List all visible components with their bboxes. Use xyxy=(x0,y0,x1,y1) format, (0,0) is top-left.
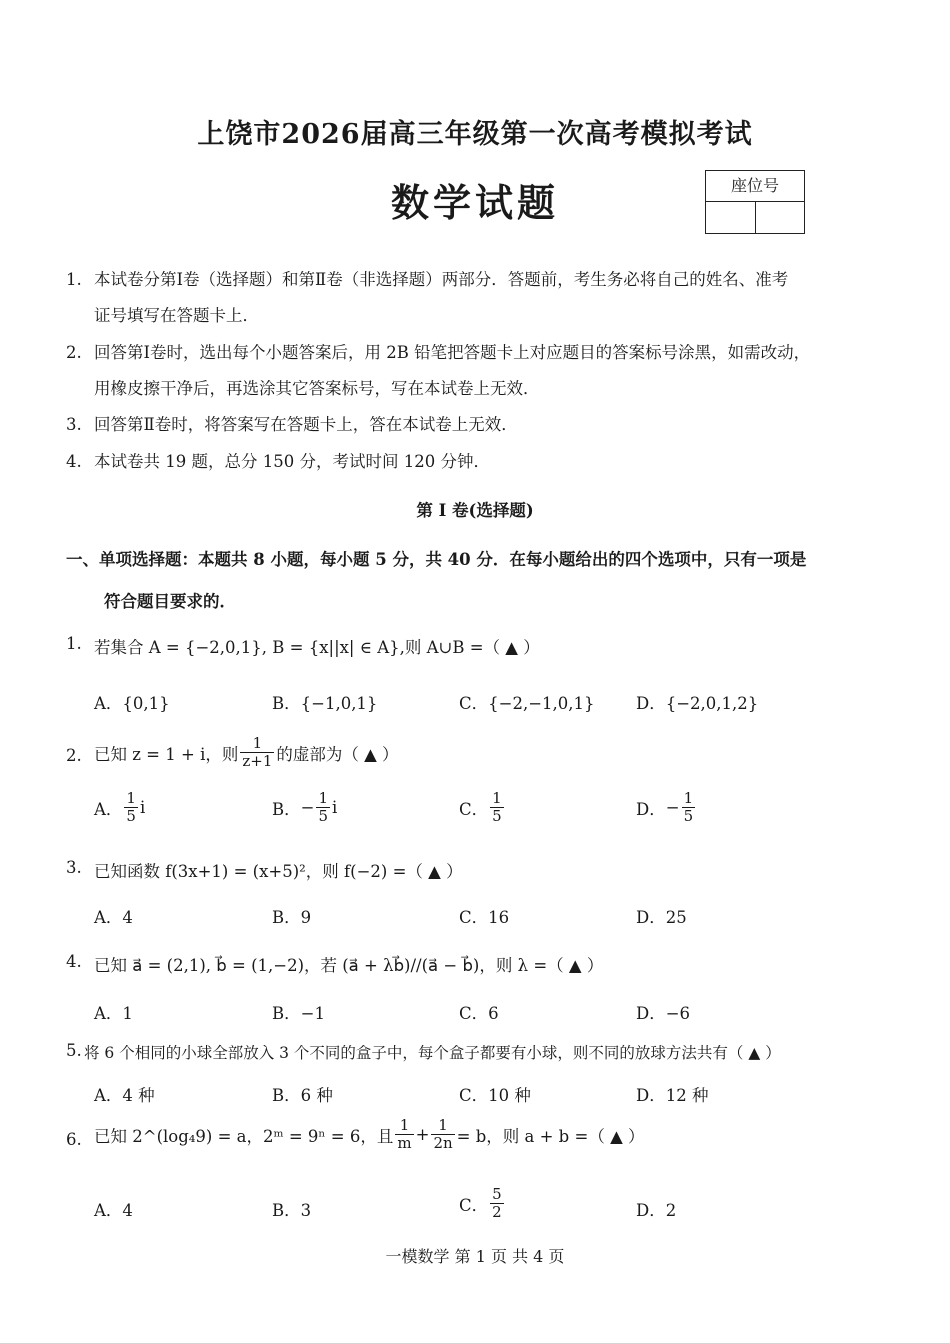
question-4-option-c: C．6 xyxy=(459,1004,499,1023)
question-4-option-d: D．−6 xyxy=(636,1004,691,1023)
question-1-num: 1. xyxy=(66,634,82,653)
instruction-4-num: 4. xyxy=(66,452,82,471)
question-5-option-b: B．6 种 xyxy=(272,1086,333,1105)
option-fraction xyxy=(124,790,138,825)
instruction-4-line1: 本试卷共 19 题，总分 150 分，考试时间 120 分钟． xyxy=(94,452,490,471)
option-fraction-den: 2 xyxy=(492,1203,502,1221)
question-6-option-c xyxy=(459,1186,506,1221)
instruction-1-line1: 本试卷分第Ⅰ卷（选择题）和第Ⅱ卷（非选择题）两部分．答题前，考生务必将自己的姓名、准考 xyxy=(94,270,789,289)
option-label: D． xyxy=(636,799,666,819)
option-label: C． xyxy=(459,799,489,819)
seat-box-divider xyxy=(755,202,756,233)
option-sign: − xyxy=(665,798,680,817)
option-label: C． xyxy=(459,1195,489,1215)
option-fraction-den: 5 xyxy=(683,807,694,825)
question-6-num: 6. xyxy=(66,1130,82,1149)
option-fraction xyxy=(490,790,504,825)
instruction-3-line1: 回答第Ⅱ卷时，将答案写在答题卡上，答在本试卷上无效． xyxy=(94,415,518,434)
question-4-stem: 已知 a⃗ = (2,1), b⃗ = (1,−2)，若 (a⃗ + λb⃗)//(a⃗ − b⃗)，则 λ =（ ▲ ） xyxy=(94,956,604,975)
question-2-option-c xyxy=(459,790,506,825)
fraction-num: 1 xyxy=(395,1117,413,1135)
question-6-stem-pre: 已知 2^(log₄9) = a，2ᵐ = 9ⁿ = 6，且 xyxy=(94,1126,394,1146)
subject-title: 数学试题 xyxy=(390,180,559,225)
instruction-3-num: 3. xyxy=(66,415,82,434)
question-2-stem-post: 的虚部为（ ▲ ） xyxy=(276,744,399,764)
question-6-stem-post: = b，则 a + b =（ ▲ ） xyxy=(456,1126,645,1146)
question-2-stem-pre: 已知 z = 1 + i，则 xyxy=(94,744,239,764)
question-2-option-b xyxy=(272,790,337,825)
option-fraction-den: 5 xyxy=(318,807,329,825)
question-5-stem: 将 6 个相同的小球全部放入 3 个不同的盒子中，每个盒子都要有小球，则不同的放球方法共有（ ▲ ） xyxy=(84,1044,781,1062)
fraction-den: 2n xyxy=(433,1134,453,1152)
option-suffix: i xyxy=(139,798,146,817)
question-3-num: 3. xyxy=(66,858,82,877)
question-3-stem: 已知函数 f(3x+1) = (x+5)²，则 f(−2) =（ ▲ ） xyxy=(94,862,463,881)
question-4-option-a: A．1 xyxy=(94,1004,133,1023)
option-fraction-den: 5 xyxy=(492,807,502,825)
question-6-stem xyxy=(94,1117,645,1152)
option-label: A． xyxy=(94,799,123,819)
instruction-1-line2: 证号填写在答题卡上． xyxy=(94,306,259,325)
option-label: B． xyxy=(272,799,301,819)
page-footer: 一模数学 第 1 页 共 4 页 xyxy=(385,1247,565,1266)
option-fraction-num: 1 xyxy=(318,789,329,807)
seat-number-label: 座位号 xyxy=(706,171,804,202)
seat-number-box xyxy=(705,170,805,234)
question-5-option-a: A．4 种 xyxy=(94,1086,155,1105)
question-2-fraction-den: z+1 xyxy=(242,752,273,770)
fraction-den: m xyxy=(397,1134,412,1152)
fraction-num: 1 xyxy=(431,1117,454,1135)
instruction-2-num: 2. xyxy=(66,343,82,362)
question-3-option-a: A．4 xyxy=(94,908,133,927)
option-fraction xyxy=(682,790,696,825)
question-1-option-c: C．{−2,−1,0,1} xyxy=(459,694,595,713)
question-2-fraction xyxy=(240,735,274,770)
question-5-num: 5. xyxy=(66,1041,82,1060)
question-6-option-b: B．3 xyxy=(272,1201,312,1220)
option-fraction-num: 1 xyxy=(683,789,694,807)
question-3-option-c: C．16 xyxy=(459,908,510,927)
option-fraction xyxy=(316,790,330,825)
section-heading-line1: 一、单项选择题：本题共 8 小题，每小题 5 分，共 40 分．在每小题给出的四个选项中，只有一项是 xyxy=(66,550,807,569)
option-sign: − xyxy=(300,798,315,817)
question-1-option-d: D．{−2,0,1,2} xyxy=(636,694,759,713)
question-2-num: 2. xyxy=(66,746,82,765)
question-1-option-b: B．{−1,0,1} xyxy=(272,694,378,713)
instruction-1-num: 1. xyxy=(66,270,82,289)
question-2-fraction-num: 1 xyxy=(240,735,274,753)
question-4-option-b: B．−1 xyxy=(272,1004,325,1023)
question-6-fraction-1 xyxy=(395,1117,413,1152)
question-4-num: 4. xyxy=(66,952,82,971)
option-fraction-num: 1 xyxy=(126,789,136,807)
exam-title: 上饶市2026届高三年级第一次高考模拟考试 xyxy=(197,119,753,150)
section-heading-line2: 符合题目要求的． xyxy=(104,592,236,611)
question-5-option-c: C．10 种 xyxy=(459,1086,531,1105)
option-fraction xyxy=(490,1186,504,1221)
question-2-option-a xyxy=(94,790,145,825)
option-suffix: i xyxy=(332,798,338,817)
instruction-2-line1: 回答第Ⅰ卷时，选出每个小题答案后，用 2B 铅笔把答题卡上对应题目的答案标号涂黑，如需改动， xyxy=(94,343,811,362)
question-1-stem: 若集合 A = {−2,0,1}, B = {x||x| ∈ A},则 A∪B =（ ▲ ） xyxy=(94,638,540,657)
part-one-title: 第 I 卷(选择题) xyxy=(416,501,534,520)
option-fraction-num: 1 xyxy=(492,789,502,807)
question-3-option-d: D．25 xyxy=(636,908,687,927)
question-6-fraction-2 xyxy=(431,1117,454,1152)
question-5-option-d: D．12 种 xyxy=(636,1086,709,1105)
question-1-option-a: A．{0,1} xyxy=(94,694,170,713)
question-2-stem xyxy=(94,735,399,770)
plus-sign: + xyxy=(415,1125,430,1144)
question-6-option-a: A．4 xyxy=(94,1201,133,1220)
question-6-option-d: D．2 xyxy=(636,1201,677,1220)
instruction-2-line2: 用橡皮擦干净后，再选涂其它答案标号，写在本试卷上无效． xyxy=(94,379,540,398)
option-fraction-num: 5 xyxy=(492,1185,502,1203)
question-3-option-b: B．9 xyxy=(272,908,312,927)
question-2-option-d xyxy=(636,790,697,825)
option-fraction-den: 5 xyxy=(126,807,136,825)
